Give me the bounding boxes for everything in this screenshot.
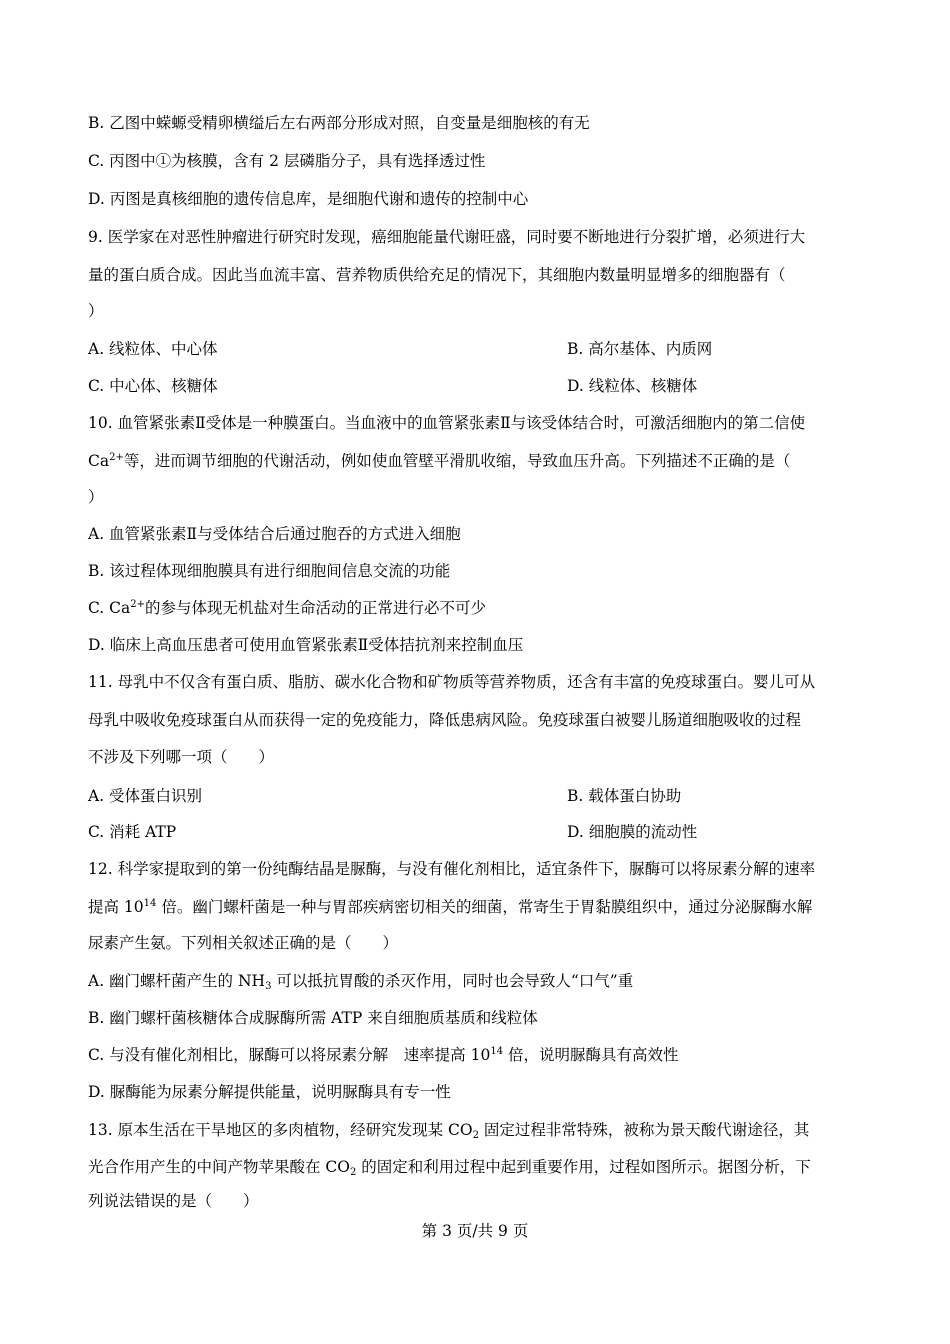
q11-option-b: B. 载体蛋白协助 bbox=[567, 787, 682, 805]
q9-option-b: B. 高尔基体、内质网 bbox=[567, 340, 713, 358]
q12-option-d: D. 脲酶能为尿素分解提供能量，说明脲酶具有专一性 bbox=[88, 1083, 451, 1101]
q10-option-d: D. 临床上高血压患者可使用血管紧张素Ⅱ受体拮抗剂来控制血压 bbox=[88, 636, 524, 654]
q8-option-b: B. 乙图中蝾螈受精卵横缢后左右两部分形成对照，自变量是细胞核的有无 bbox=[88, 114, 590, 132]
q9-stem-line1: 9. 医学家在对恶性肿瘤进行研究时发现，癌细胞能量代谢旺盛，同时要不断地进行分裂扩增，必须进行大 bbox=[88, 228, 806, 246]
q13-stem-line1: 13. 原本生活在干旱地区的多肉植物，经研究发现某 $CO_2$ 固定过程非常特殊，被称为景天酸代谢途径，其 bbox=[88, 1121, 810, 1141]
q10-stem-line1: 10. 血管紧张素Ⅱ受体是一种膜蛋白。当血液中的血管紧张素Ⅱ与该受体结合时，可激活细胞内的第二信使 bbox=[88, 414, 806, 432]
q10-stem-line2: $Ca^{2+}$等，进而调节细胞的代谢活动，例如使血管壁平滑肌收缩，导致血压升高。下列描述不正确的是（ bbox=[88, 452, 791, 470]
q12-stem-line2: 提高 $10^{14}$ 倍。幽门螺杆菌是一种与胃部疾病密切相关的细菌，常寄生于胃黏膜组织中，通过分泌脲酶水解 bbox=[88, 898, 813, 916]
q9-options-row1 bbox=[88, 338, 862, 360]
q11-stem-line3: 不涉及下列哪一项（ ） bbox=[88, 748, 275, 766]
page-number-footer: 第 3 页/共 9 页 bbox=[421, 1222, 529, 1240]
q11-options-row1 bbox=[88, 785, 862, 807]
q9-stem-line2: 量的蛋白质合成。因此当血流丰富、营养物质供给充足的情况下，其细胞内数量明显增多的细胞器有（ bbox=[88, 266, 786, 284]
q11-option-a: A. 受体蛋白识别 bbox=[88, 787, 203, 805]
q10-option-a: A. 血管紧张素Ⅱ与受体结合后通过胞吞的方式进入细胞 bbox=[88, 525, 461, 543]
q11-stem-line2: 母乳中吸收免疫球蛋白从而获得一定的免疫能力，降低患病风险。免疫球蛋白被婴儿肠道细胞吸收的过程 bbox=[88, 711, 802, 729]
q10-option-b: B. 该过程体现细胞膜具有进行细胞间信息交流的功能 bbox=[88, 562, 451, 580]
q9-option-c: C. 中心体、核糖体 bbox=[88, 377, 218, 395]
q10-stem-line3: ） bbox=[88, 488, 104, 506]
q12-option-c: C. 与没有催化剂相比，脲酶可以将尿素分解 速率提高 $10^{14}$ 倍，说明脲酶具有高效性 bbox=[88, 1046, 679, 1064]
q12-stem-line3: 尿素产生氨。下列相关叙述正确的是（ ） bbox=[88, 934, 399, 952]
q10-option-c: C. $Ca^{2+}$的参与体现无机盐对生命活动的正常进行必不可少 bbox=[88, 599, 487, 617]
q8-option-c: C. 丙图中①为核膜，含有 2 层磷脂分子，具有选择透过性 bbox=[88, 152, 486, 170]
q9-option-a: A. 线粒体、中心体 bbox=[88, 340, 218, 358]
q11-options-row2 bbox=[88, 821, 862, 843]
q12-option-a: A. 幽门螺杆菌产生的 $NH_3$ 可以抵抗胃酸的杀灭作用，同时也会导致人“口气”重 bbox=[88, 972, 634, 992]
q12-stem-line1: 12. 科学家提取到的第一份纯酶结晶是脲酶，与没有催化剂相比，适宜条件下，脲酶可以将尿素分解的速率 bbox=[88, 860, 816, 878]
q13-stem-line2: 光合作用产生的中间产物苹果酸在 $CO_2$ 的固定和利用过程中起到重要作用，过程如图所示。据图分析，下 bbox=[88, 1158, 811, 1178]
q13-stem-line3: 列说法错误的是（ ） bbox=[88, 1192, 259, 1210]
q9-stem-line3: ） bbox=[88, 302, 104, 320]
q11-stem-line1: 11. 母乳中不仅含有蛋白质、脂肪、碳水化合物和矿物质等营养物质，还含有丰富的免疫球蛋白。婴儿可从 bbox=[88, 673, 816, 691]
q9-option-d: D. 线粒体、核糖体 bbox=[567, 377, 698, 395]
q9-options-row2 bbox=[88, 375, 862, 397]
q11-option-d: D. 细胞膜的流动性 bbox=[567, 823, 698, 841]
q11-option-c: C. 消耗 ATP bbox=[88, 823, 177, 841]
q12-option-b: B. 幽门螺杆菌核糖体合成脲酶所需 ATP 来自细胞质基质和线粒体 bbox=[88, 1009, 538, 1027]
q8-option-d: D. 丙图是真核细胞的遗传信息库，是细胞代谢和遗传的控制中心 bbox=[88, 190, 529, 208]
